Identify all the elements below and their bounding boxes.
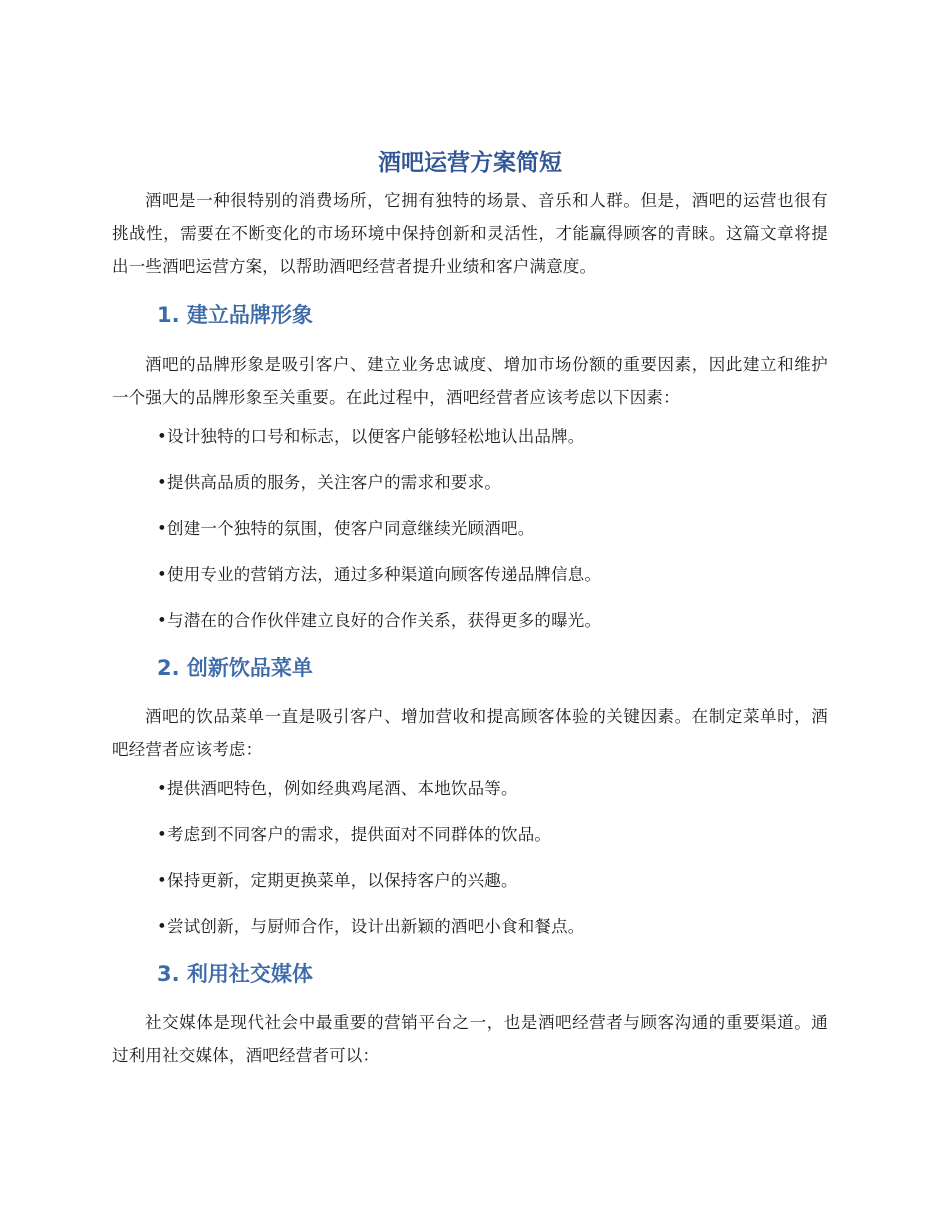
list-item xyxy=(112,916,828,938)
list-item-text: 与潜在的合作伙伴建立良好的合作关系，获得更多的曝光。 xyxy=(167,611,602,630)
section-heading-social: 3. 利用社交媒体 xyxy=(157,962,313,986)
section-heading-menu: 2. 创新饮品菜单 xyxy=(157,656,313,680)
list-item xyxy=(112,426,828,448)
bullet-dot: • xyxy=(157,611,167,630)
section-paragraph-menu: 酒吧的饮品菜单一直是吸引客户、增加营收和提高顾客体验的关键因素。在制定菜单时，酒吧经营者应该考虑： xyxy=(112,707,828,759)
list-item-text: 提供酒吧特色，例如经典鸡尾酒、本地饮品等。 xyxy=(167,779,518,798)
list-item-text: 保持更新，定期更换菜单，以保持客户的兴趣。 xyxy=(167,871,518,890)
bullet-dot: • xyxy=(157,779,167,798)
bullet-dot: • xyxy=(157,917,167,936)
list-item-text: 使用专业的营销方法，通过多种渠道向顾客传递品牌信息。 xyxy=(167,565,602,584)
intro-paragraph: 酒吧是一种很特别的消费场所，它拥有独特的场景、音乐和人群。但是，酒吧的运营也很有挑战性，需要在不断变化的市场环境中保持创新和灵活性，才能赢得顾客的青睐。这篇文章将提出一些酒吧运营方案，以帮助酒吧经营者提升业绩和客户满意度。 xyxy=(112,191,828,276)
list-item xyxy=(112,610,828,632)
list-item xyxy=(112,824,828,846)
list-item xyxy=(112,472,828,494)
list-item xyxy=(112,870,828,892)
list-item xyxy=(112,778,828,800)
list-item xyxy=(112,564,828,586)
document-content xyxy=(112,146,828,1072)
list-item-text: 考虑到不同客户的需求，提供面对不同群体的饮品。 xyxy=(167,825,552,844)
list-item-text: 设计独特的口号和标志，以便客户能够轻松地认出品牌。 xyxy=(167,427,585,446)
bullet-dot: • xyxy=(157,473,167,492)
list-item-text: 提供高品质的服务，关注客户的需求和要求。 xyxy=(167,473,501,492)
section-paragraph-social: 社交媒体是现代社会中最重要的营销平台之一，也是酒吧经营者与顾客沟通的重要渠道。通过利用社交媒体，酒吧经营者可以： xyxy=(112,1013,828,1065)
list-item-text: 尝试创新，与厨师合作，设计出新颖的酒吧小食和餐点。 xyxy=(167,917,585,936)
list-item-text: 创建一个独特的氛围，使客户同意继续光顾酒吧。 xyxy=(167,519,535,538)
section-heading-brand: 1. 建立品牌形象 xyxy=(157,303,313,327)
bullet-dot: • xyxy=(157,519,167,538)
bullet-dot: • xyxy=(157,825,167,844)
document-title: 酒吧运营方案简短 xyxy=(378,150,562,176)
bullet-dot: • xyxy=(157,871,167,890)
bullet-dot: • xyxy=(157,427,167,446)
bullet-dot: • xyxy=(157,565,167,584)
list-item xyxy=(112,518,828,540)
section-paragraph-brand: 酒吧的品牌形象是吸引客户、建立业务忠诚度、增加市场份额的重要因素，因此建立和维护一个强大的品牌形象至关重要。在此过程中，酒吧经营者应该考虑以下因素： xyxy=(112,355,828,407)
